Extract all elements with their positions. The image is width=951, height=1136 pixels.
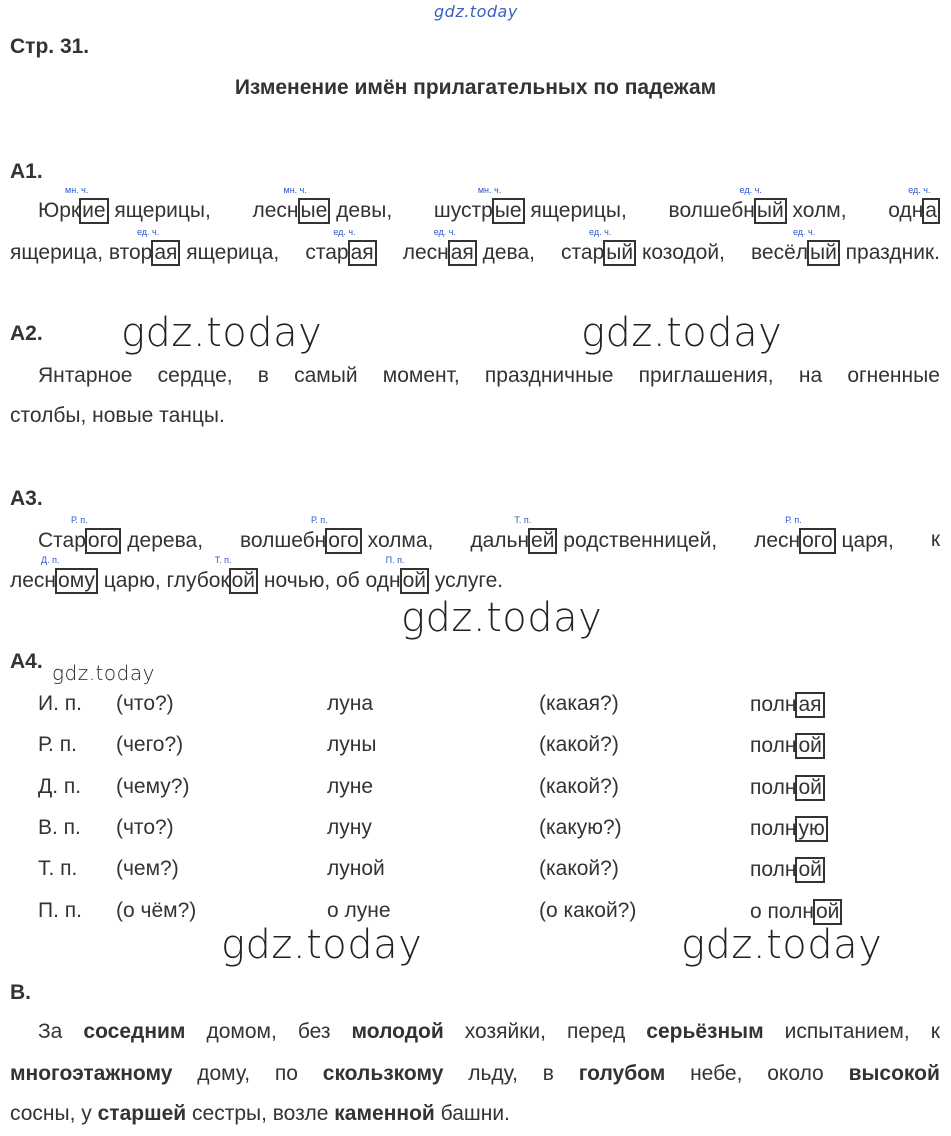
case-name: П. п. [38,898,82,922]
ending-box: ый [807,240,840,266]
ending-box: ые [492,198,525,224]
case-name: Т. п. [38,857,78,881]
text-word: хозяйки, [464,1020,546,1043]
text-word: сосны, у [10,1102,98,1125]
bold-adjective: многоэтажному [10,1062,173,1085]
ending-box: ие [79,198,108,224]
section-a1-label: А1. [10,160,43,183]
grammar-mark: мн. ч. [477,185,502,195]
section-b-line2 [10,1062,940,1086]
grammar-mark: ед. ч. [137,227,160,237]
ending-box: ый [754,198,787,224]
marked-word [668,185,847,224]
section-a1-line1 [10,185,940,224]
word-rest: царя, [835,529,894,552]
word-stem: втор [108,241,153,264]
question-adj: (какой?) [539,733,619,757]
ending-box: ая [151,240,180,266]
word-rest: царю, глубок [97,569,230,592]
word-rest: ночью, об одн [258,569,401,592]
word-stem: лесн [10,569,57,592]
text-word: приглашения, [638,364,774,387]
text-word: момент, [382,364,460,387]
watermark-a2-left: gdz.today [121,310,323,356]
text-word: сестры, возле [186,1102,335,1125]
word-rest: родственницей, [557,529,718,552]
text-word: без [297,1020,331,1043]
ending-box: ая [348,240,377,266]
ending-box: ого [325,528,362,554]
question-adj: (какой?) [539,774,619,798]
text-word: около [767,1062,824,1085]
word-stem: весёл [750,241,809,264]
adjective-stem: полн [750,693,797,716]
section-a3-label: А3. [10,487,43,510]
ending-box: ей [528,528,557,554]
question-noun: (что?) [116,815,174,839]
case-name: Р. п. [38,733,77,757]
text-word: льду, [468,1062,518,1085]
question-noun: (что?) [116,692,174,715]
word-stem: шустр [433,199,493,222]
ending-box: ый [603,240,636,266]
word-stem: стар [561,241,605,264]
ending-box: ую [795,816,827,842]
word-rest: холм, [786,199,847,222]
grammar-mark: мн. ч. [65,185,89,195]
ending-box: ая [795,692,824,718]
adjective-form [750,775,825,801]
section-a3-line1 [10,515,940,554]
marked-word [305,227,376,266]
noun-form: луной [327,857,385,881]
ending-box: а [922,198,940,224]
text-word: в [257,364,269,387]
page-label: Стр. 31. [10,35,90,58]
marked-word [38,185,211,224]
word-rest: дева, [476,241,535,264]
word-stem: волшебн [239,529,327,552]
section-a2-label: А2. [10,322,43,345]
word-stem: стар [305,241,349,264]
adjective-form [750,692,825,718]
grammar-mark: ед. ч. [792,227,816,237]
word-rest: ящерицы, [524,199,627,222]
grammar-mark: Т. п. [214,555,232,565]
text-word: огненные [847,364,940,387]
marked-word [750,227,940,266]
grammar-mark: Р. п. [71,515,88,525]
marked-word [470,515,718,554]
case-name: Д. п. [38,774,82,798]
grammar-mark: Р. п. [785,515,802,525]
marked-word [433,185,627,224]
section-a1-line2 [10,227,940,266]
watermark-top: gdz.today [434,2,518,21]
text-word: домом, [206,1020,277,1043]
text-word: самый [294,364,358,387]
word-stem: лесн [402,241,449,264]
grammar-mark: ед. ч. [333,227,356,237]
marked-word [931,528,940,554]
section-b-label: В. [10,981,31,1004]
text-word: башни. [434,1102,510,1125]
ending-box: ой [795,733,824,759]
text-word: праздничные [484,364,614,387]
adjective-form [750,857,825,883]
noun-form: луна [327,692,374,715]
word-rest: девы, [330,199,393,222]
word-stem: Стар [38,529,86,552]
grammar-mark: Р. п. [310,515,328,525]
ending-box: ого [85,528,122,554]
ending-box: ая [448,240,477,266]
ending-box: ой [229,568,258,594]
word-stem: волшебн [668,199,755,222]
adjective-stem: о полн [750,899,814,923]
marked-word [239,515,434,554]
section-a3-line2 [10,555,940,594]
case-name: И. п. [38,692,82,715]
marked-word [385,555,504,594]
noun-form: о луне [327,898,391,922]
text-word: За [38,1020,63,1043]
adjective-stem: полн [750,816,797,840]
page-title: Изменение имён прилагательных по падежам [234,76,717,99]
bold-adjective: каменной [334,1102,435,1125]
word-rest: праздник. [839,241,940,264]
question-noun: (чему?) [116,774,190,798]
grammar-mark: ед. ч. [908,185,931,195]
bold-adjective: серьёзным [646,1020,764,1043]
marked-word [402,227,535,266]
word-rest: холма, [361,529,434,552]
ending-box: ой [795,857,824,883]
bold-adjective: соседним [83,1020,186,1043]
grammar-mark: П. п. [385,555,405,565]
bold-adjective: высокой [848,1062,940,1085]
adjective-form [750,733,825,759]
ending-box: ому [55,568,98,594]
watermark-a4-bottom-left: gdz.today [221,922,423,968]
section-a2-line1 [38,364,940,388]
adjective-stem: полн [750,858,797,882]
grammar-mark: ед. ч. [433,227,456,237]
word-stem: лесн [252,199,299,222]
text-word: в [542,1062,554,1085]
word-stem: к [930,528,940,551]
section-b-line3 [10,1102,940,1126]
noun-form: луне [327,774,374,798]
question-adj: (какую?) [539,815,622,839]
word-rest: козодой, [636,241,725,264]
watermark-a4-bottom-right: gdz.today [681,922,883,968]
watermark-a2-right: gdz.today [581,310,783,356]
section-b-line1 [38,1020,940,1044]
bold-adjective: скользкому [322,1062,444,1085]
ending-box: ого [799,528,836,554]
section-a2-line2: столбы, новые танцы. [10,404,225,427]
question-noun: (о чём?) [116,898,197,922]
word-rest: дерева, [121,529,204,552]
marked-word [38,515,204,554]
bold-adjective: голубом [578,1062,666,1085]
text-word: к [930,1020,940,1043]
word-stem: дальн [470,529,530,552]
grammar-mark: Т. п. [514,515,532,525]
text-word: небе, [690,1062,743,1085]
marked-word [252,185,393,224]
text-word: Янтарное [38,364,133,387]
bold-adjective: старшей [97,1102,187,1125]
marked-word [10,227,280,266]
word-prefix: ящерица, [10,241,109,264]
marked-word [561,227,725,266]
question-noun: (чем?) [116,857,179,881]
text-word: на [798,364,823,387]
grammar-mark: Д. п. [41,555,60,565]
adjective-form [750,816,828,842]
word-rest: ящерица, [180,241,280,264]
ending-box: ой [400,568,429,594]
word-rest: ящерицы, [108,199,211,222]
word-stem: лесн [754,529,801,552]
adjective-form [750,899,842,925]
section-a4-label: А4. [10,650,43,673]
question-noun: (чего?) [116,733,184,757]
text-word: сердце, [157,364,233,387]
ending-box: ые [298,198,331,224]
ending-box: ой [795,775,824,801]
grammar-mark: ед. ч. [739,185,762,195]
grammar-mark: ед. ч. [589,227,612,237]
bold-adjective: молодой [351,1020,444,1043]
text-word: перед [567,1020,626,1043]
noun-form: луну [327,815,372,839]
watermark-a3-center: gdz.today [401,595,603,641]
question-adj: (о какой?) [539,898,637,922]
marked-word [888,185,940,224]
adjective-stem: полн [750,775,797,799]
question-adj: (какая?) [539,692,619,715]
word-stem: одн [888,199,924,222]
word-stem: Юрк [38,199,81,222]
grammar-mark: мн. ч. [283,185,307,195]
noun-form: луны [327,733,377,757]
watermark-a4-small: gdz.today [52,661,155,685]
marked-word [754,515,894,554]
text-word: испытанием, [784,1020,910,1043]
case-name: В. п. [38,815,81,839]
text-word: дому, [197,1062,251,1085]
text-word: по [274,1062,298,1085]
adjective-stem: полн [750,734,797,758]
word-rest: услуге. [429,569,504,592]
ending-box: ой [813,899,842,925]
question-adj: (какой?) [539,857,619,881]
